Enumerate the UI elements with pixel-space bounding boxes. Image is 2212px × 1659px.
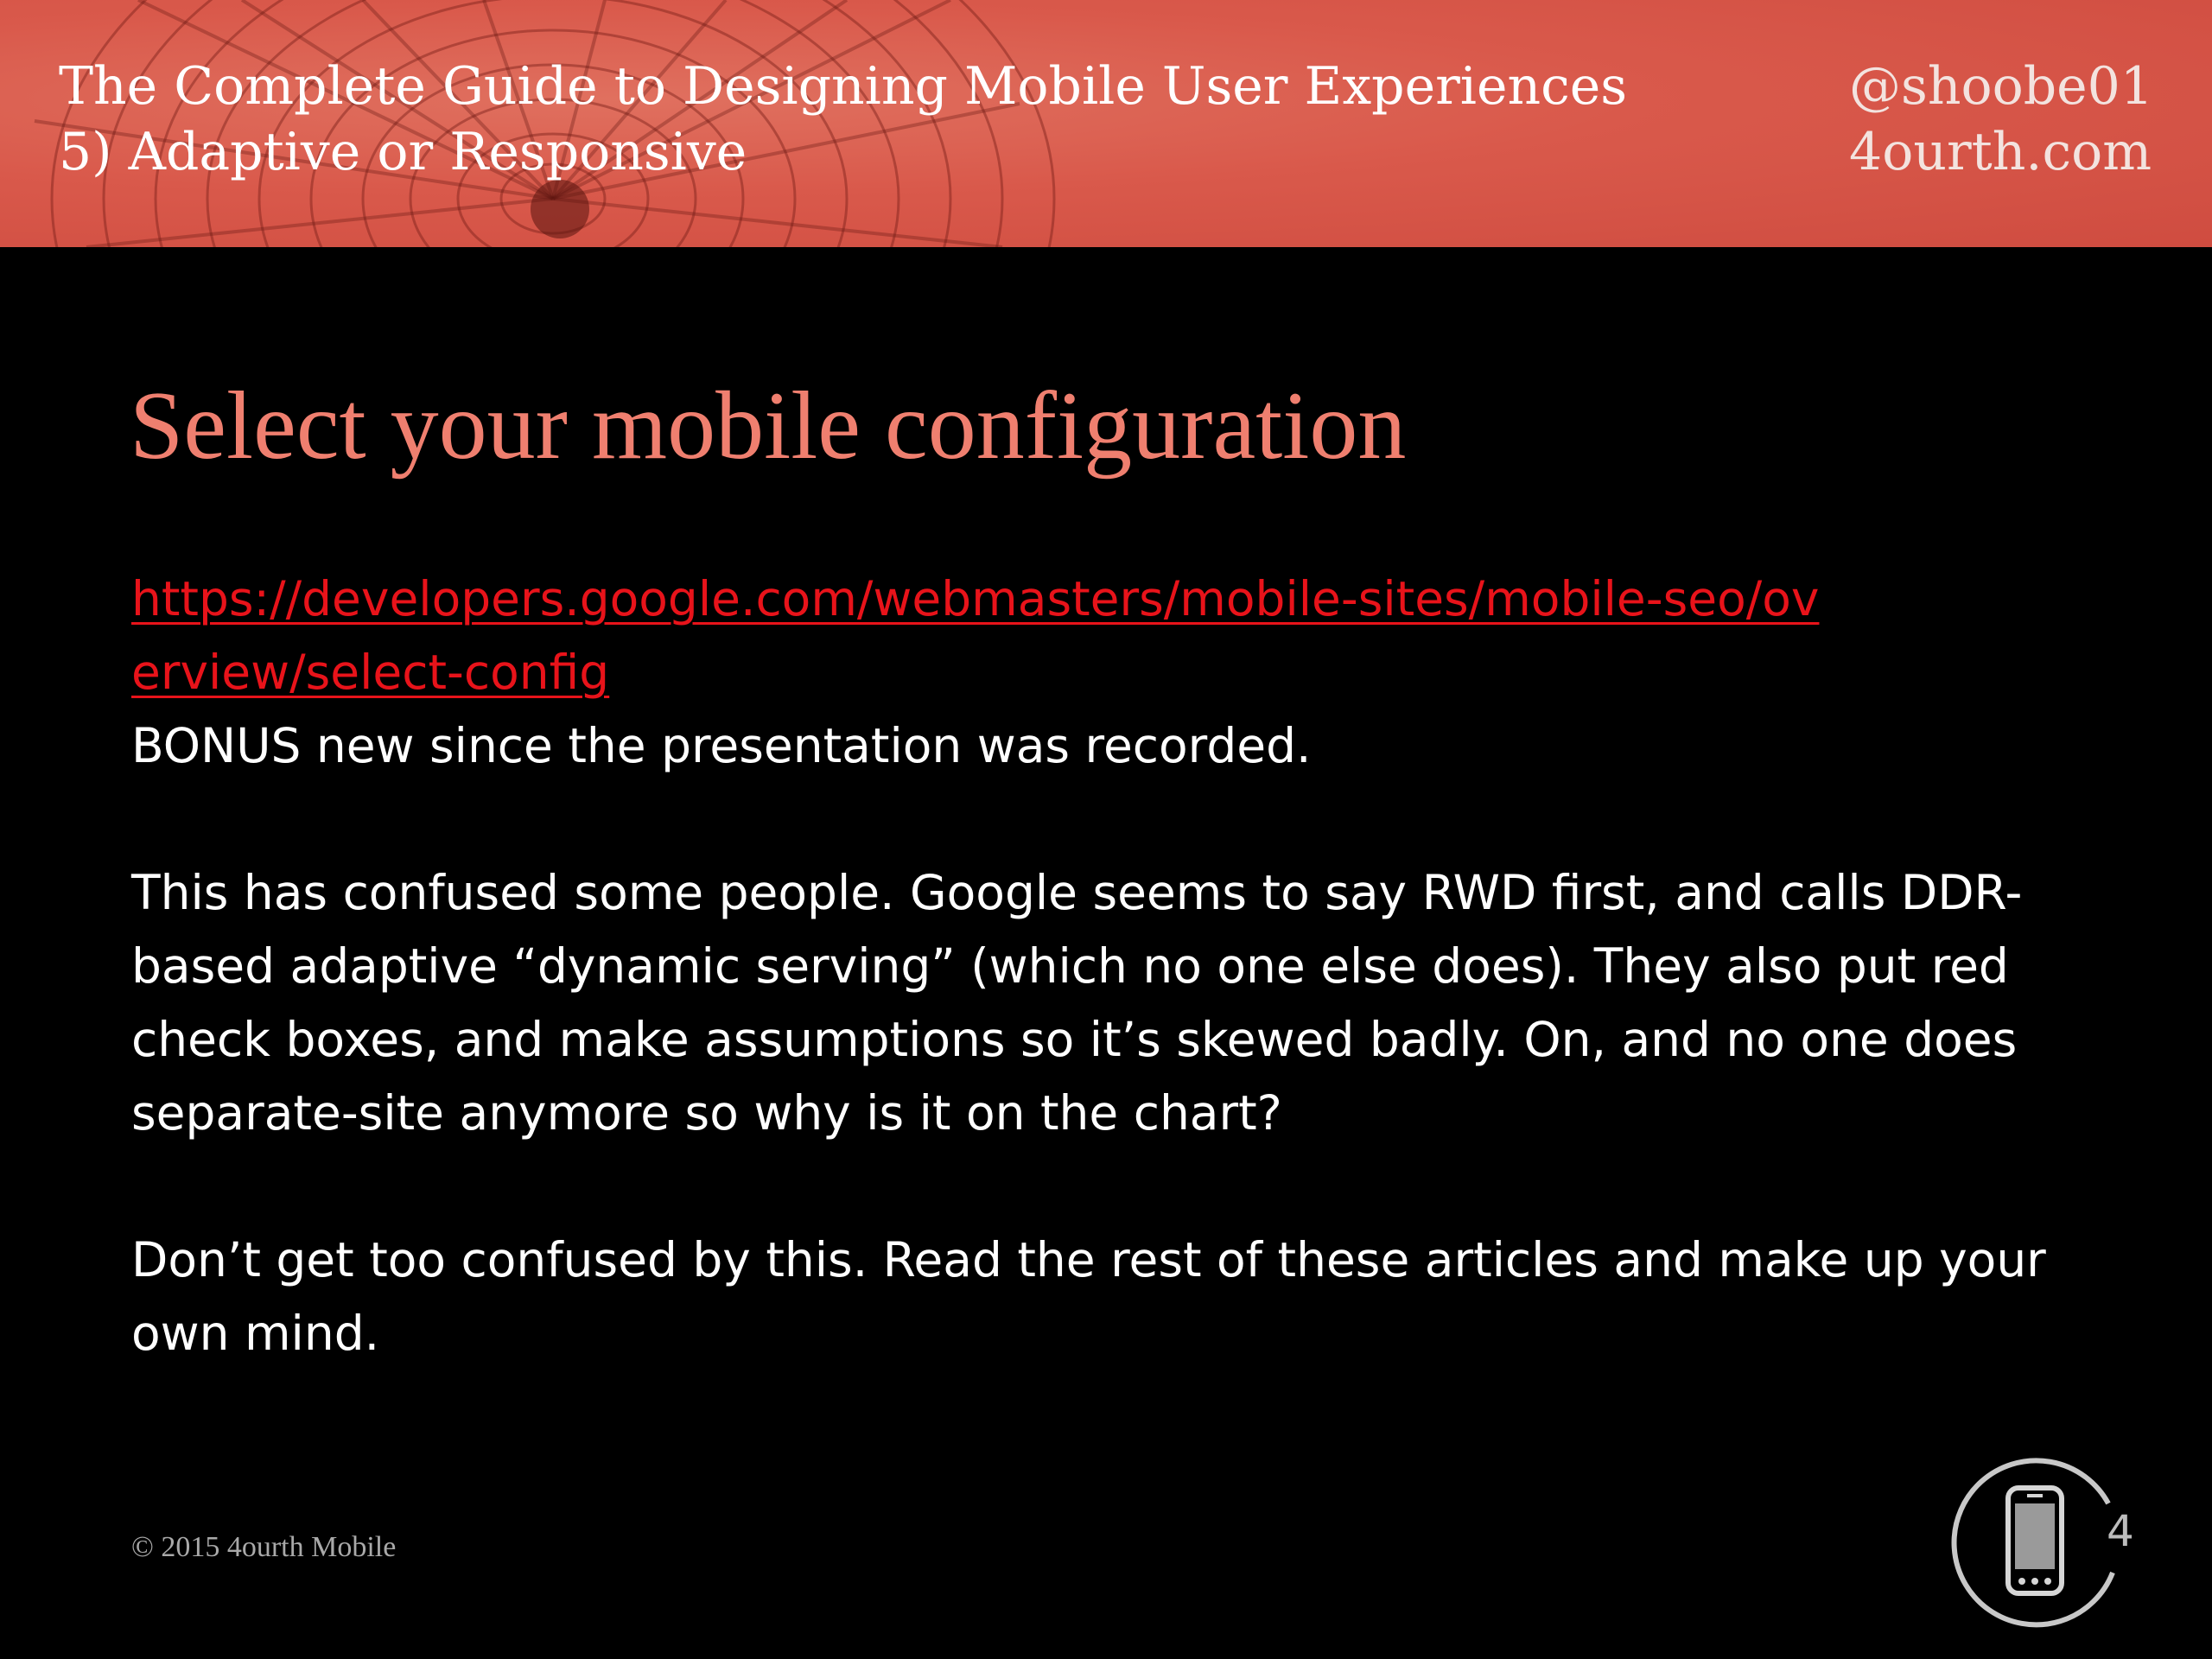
website: 4ourth.com <box>1849 122 2152 182</box>
paragraph-spacer <box>131 1150 2119 1224</box>
body-paragraph-1: This has confused some people. Google seems to say RWD first, and calls DDR-based adaptive “dynamic serving” (which no one else does). They also put red check boxes, and make assumptions so it’s skewed badly. On, and no one does separate-site anymore so why is it on the chart? <box>131 865 2023 1141</box>
header-title-line-2: 5) Adaptive or Responsive <box>59 122 747 182</box>
slide-header <box>0 0 2212 247</box>
twitter-handle: @shoobe01 <box>1849 56 2153 117</box>
bonus-note: BONUS new since the presentation was recorded. <box>131 718 1312 773</box>
body-paragraph-2: Don’t get too confused by this. Read the rest of these articles and make up your own mind. <box>131 1232 2046 1361</box>
paragraph-spacer <box>131 783 2119 856</box>
header-contact <box>1849 54 2153 185</box>
select-config-link[interactable]: https://developers.google.com/webmasters/mobile-sites/mobile-seo/overview/select-config <box>131 571 1820 700</box>
header-course-title <box>59 54 1627 185</box>
slide-body <box>131 563 2119 1370</box>
header-title-line-1: The Complete Guide to Designing Mobile User Experiences <box>59 56 1627 117</box>
page-number: 4 <box>2107 1506 2134 1556</box>
copyright: © 2015 4ourth Mobile <box>131 1531 397 1563</box>
mobile-phone-logo-icon <box>1944 1452 2126 1633</box>
slide-title: Select your mobile configuration <box>130 372 1407 480</box>
